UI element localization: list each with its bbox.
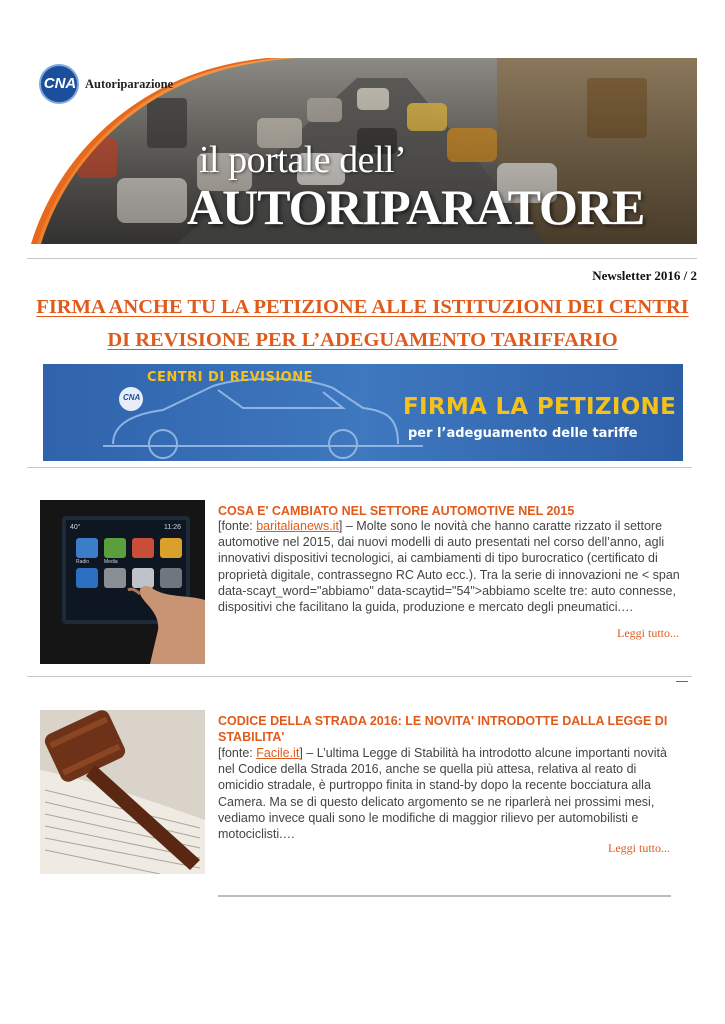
article-text: – Molte sono le novità che hanno caratte rizzato il settore automotive nel 2015, dai nuovi modelli di auto presentati nel corso dell’anno, agli innovativi dispositivi tecnologici, ai cambiamenti di tipo burocratico (certificato di proprietà digitale, contrassegno RC Auto ecc.). Tra la serie di innovazioni ne < span data-scayt_word="abbiamo" data-scaytid="54">abbiamo scelte tre: auto connesse, dispositivi che facilitano la guida, produzione e mercato degli pneumatici.… [218,519,680,615]
source-prefix: [fonte: [218,746,257,760]
read-more-link[interactable]: Leggi tutto... [608,841,670,855]
article-divider [27,676,692,677]
newsletter-label: Newsletter 2016 / 2 [592,268,697,283]
footer-divider [218,895,671,897]
petition-headline: FIRMA LA PETIZIONE [403,394,677,420]
header-banner [27,58,697,244]
header-title-line2: AUTORIPARATORE [187,179,645,235]
top-divider [27,258,697,259]
article-body [218,745,680,842]
cna-logo-text: CNA [43,75,77,92]
petition-cna-logo: CNA [123,393,141,402]
banner-divider [27,467,692,468]
article-title[interactable]: CODICE DELLA STRADA 2016: LE NOVITA' INTRODOTTE DALLA LEGGE DI STABILITA' [218,714,668,744]
source-link[interactable]: baritalianews.it [256,519,339,533]
thumb-time: 11:26 [164,524,181,531]
thumb-label-media: Media [104,559,118,565]
petition-banner[interactable] [43,364,683,461]
petition-subline: per l’adeguamento delle tariffe [408,426,638,441]
article-title[interactable]: COSA E' CAMBIATO NEL SETTORE AUTOMOTIVE NEL 2015 [218,504,575,518]
main-title[interactable]: FIRMA ANCHE TU LA PETIZIONE ALLE ISTITUZIONI DEI CENTRI DI REVISIONE PER L’ADEGUAMENTO TARIFFARIO [36,296,689,351]
thumb-temperature: 40° [70,524,81,531]
article-thumbnail-dashboard[interactable] [40,500,205,664]
source-suffix: ] [338,519,343,533]
read-more-link[interactable]: Leggi tutto... [617,626,679,640]
header-title-line1: il portale dell’ [199,139,407,181]
petition-top-label: CENTRI DI REVISIONE [147,370,313,385]
source-link[interactable]: Facile.it [256,746,300,760]
article-thumbnail-gavel[interactable] [40,710,205,874]
article-text: – L’ultima Legge di Stabilità ha introdotto alcune importanti novità nel Codice della Strada 2016, anche se quella più attesa, relativa al reato di omicidio stradale, è purtroppo finita in stand-by dopo la recente bocciatura alla Camera. Ma se di questo delicato argomento se ne riparlerà nei prossimi mesi, vediamo invece quali sono le modifiche di maggior rilievo per automobilisti e motociclisti.… [218,746,667,842]
thumb-label-radio: Radio [76,559,90,565]
brand-subtitle: Autoriparazione [85,77,174,91]
source-suffix: ] [299,746,303,760]
small-dash-mark [676,681,688,682]
article-body [218,518,680,615]
source-prefix: [fonte: [218,519,257,533]
